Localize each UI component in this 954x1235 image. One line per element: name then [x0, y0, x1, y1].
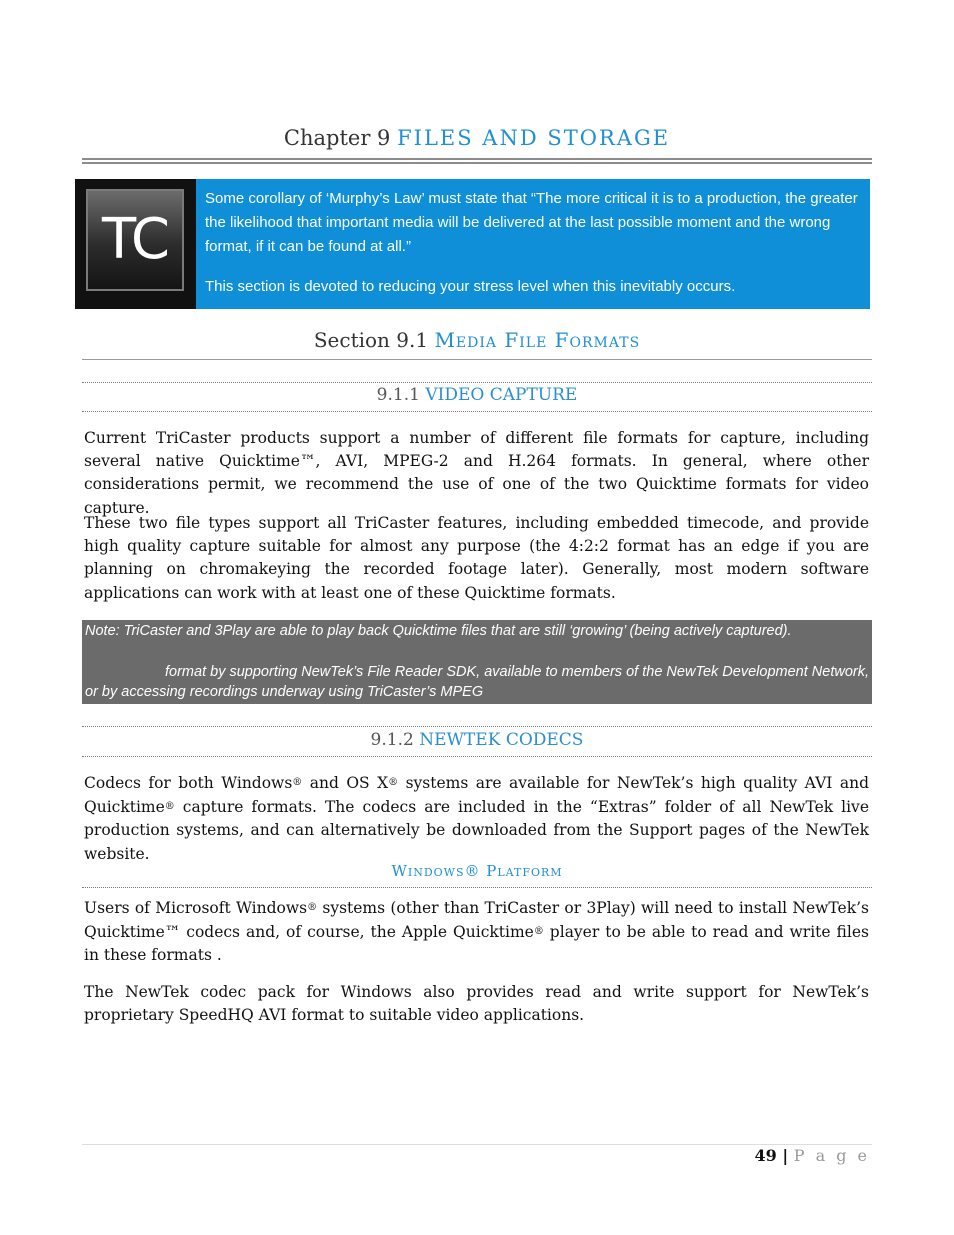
tc-logo-icon: TC [86, 189, 184, 291]
intro-text [205, 187, 861, 315]
subsection-rule-bottom [82, 756, 872, 757]
paragraph-video-capture-2 [84, 512, 869, 605]
footer-rule [82, 1144, 872, 1145]
section-rule [82, 359, 872, 360]
subsection-title: VIDEO CAPTURE [425, 385, 578, 405]
chapter-heading [82, 126, 872, 150]
section-heading [82, 328, 872, 352]
intro-quote: Some corollary of ‘Murphy’s Law’ must state that “The more critical it is to a production, the greater the likelihood that important media will be delivered at the last possible moment and the wrong format, if it can be found at all.” [205, 190, 858, 255]
section-title: Media File Formats [434, 328, 641, 352]
page-label: P a g e [793, 1146, 870, 1165]
chapter-rule [82, 158, 872, 164]
paragraph-text: Users of Microsoft Windows® systems (other than TriCaster or 3Play) will need to install NewTek’s Quicktime™ codecs and, of course, the Apple Quicktime® player to be able to read and write files in these formats . [84, 899, 869, 965]
paragraph-text: These two file types support all TriCaster features, including embedded timecode, and provide high quality capture suitable for almost any purpose (the 4:2:2 format has an edge if you are planning on chromakeying the recorded footage later). Generally, most modern software applications can work with at least one of these Quicktime formats. [84, 514, 869, 602]
chapter-prefix: Chapter 9 [283, 126, 391, 150]
page-footer [754, 1146, 870, 1165]
subsection-rule-top [82, 382, 872, 383]
windows-platform-rule [82, 887, 872, 888]
subsection-rule-top [82, 726, 872, 727]
paragraph-text: Codecs for both Windows® and OS X® systems are available for NewTek’s high quality AVI and Quicktime® capture formats. The codecs are included in the “Extras” folder of all NewTek live production systems, and can alternatively be downloaded from the Support pages of the NewTek website. [84, 774, 869, 863]
subsection-number: 9.1.1 [376, 385, 420, 405]
subsection-title: NEWTEK CODECS [419, 730, 584, 750]
intro-box [75, 179, 870, 309]
paragraph-windows-2 [84, 981, 869, 1027]
section-prefix: Section 9.1 [313, 328, 429, 352]
subsection-number: 9.1.2 [370, 730, 414, 750]
paragraph-windows-1 [84, 896, 869, 968]
subsection-heading-video-capture [82, 385, 872, 405]
chapter-title: FILES AND STORAGE [397, 126, 671, 150]
paragraph-text: Current TriCaster products support a number of different file formats for capture, including several native Quicktime™, AVI, MPEG-2 and H.264 formats. In general, where other considerations permit, we recommend the use of one of the two Quicktime formats for video capture. [84, 429, 869, 517]
paragraph-video-capture-1 [84, 427, 869, 520]
intro-purpose: This section is devoted to reducing your stress level when this inevitably occurs. [205, 278, 736, 295]
note-line-2: format by supporting NewTek’s File Reader SDK, available to members of the NewTek Development Network, or by accessing recordings underway using TriCaster’s MPEG [85, 663, 869, 700]
note-box [82, 620, 872, 704]
windows-platform-heading [82, 862, 872, 880]
page-number: 49 [754, 1146, 777, 1165]
footer-separator: | [776, 1146, 794, 1165]
note-line-1: Note: TriCaster and 3Play are able to play back Quicktime files that are still ‘growing’ (being actively captured). [85, 623, 792, 639]
paragraph-text: The NewTek codec pack for Windows also provides read and write support for NewTek’s proprietary SpeedHQ AVI format to suitable video applications. [84, 983, 869, 1025]
paragraph-codecs [84, 771, 869, 866]
windows-platform-title: Windows® Platform [391, 862, 563, 880]
tc-logo [75, 179, 196, 309]
subsection-heading-newtek-codecs [82, 730, 872, 750]
subsection-rule-bottom [82, 411, 872, 412]
